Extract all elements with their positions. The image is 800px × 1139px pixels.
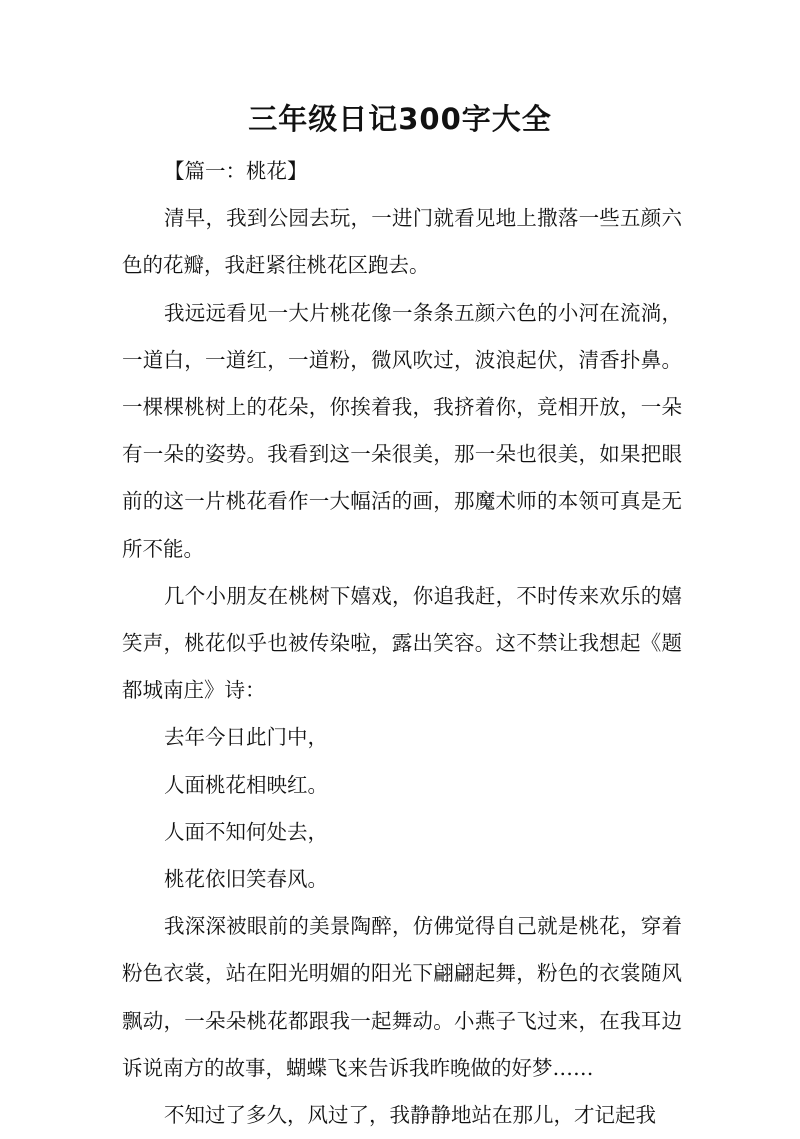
- poem-line: 去年今日此门中，: [164, 725, 328, 750]
- paragraph: 我深深被眼前的美景陶醉，仿佛觉得自己就是桃花，穿着粉色衣裳，站在阳光明媚的阳光下翩翩起舞，粉色的衣裳随风飘动，一朵朵桃花都跟我一起舞动。小燕子飞过来，在我耳边诉说南方的故事，蝴蝶飞来告诉我昨晚做的好梦……: [122, 914, 682, 1080]
- paragraph: 我远远看见一大片桃花像一条条五颜六色的小河在流淌，一道白，一道红，一道粉，微风吹过，波浪起伏，清香扑鼻。一棵棵桃树上的花朵，你挨着我，我挤着你，竞相开放，一朵有一朵的姿势。我看到这一朵很美，那一朵也很美，如果把眼前的这一片桃花看作一大幅活的画，那魔术师的本领可真是无所不能。: [122, 300, 682, 561]
- paragraph: 几个小朋友在桃树下嬉戏，你追我赶，不时传来欢乐的嬉笑声，桃花似乎也被传染啦，露出笑容。这不禁让我想起《题都城南庄》诗：: [122, 583, 682, 703]
- poem-line: 桃花依旧笑春风。: [164, 867, 328, 892]
- document-body: [122, 148, 682, 1139]
- poem-line: 人面桃花相映红。: [164, 772, 328, 797]
- poem-line: 人面不知何处去，: [164, 819, 328, 844]
- section-label: 【篇一：桃花】: [164, 159, 308, 183]
- paragraph: 不知过了多久，风过了，我静静地站在那儿，才记起我: [164, 1103, 656, 1128]
- paragraph: 清早，我到公园去玩，一进门就看见地上撒落一些五颜六色的花瓣，我赶紧往桃花区跑去。: [122, 206, 682, 278]
- document-title: 三年级日记300字大全: [248, 102, 552, 136]
